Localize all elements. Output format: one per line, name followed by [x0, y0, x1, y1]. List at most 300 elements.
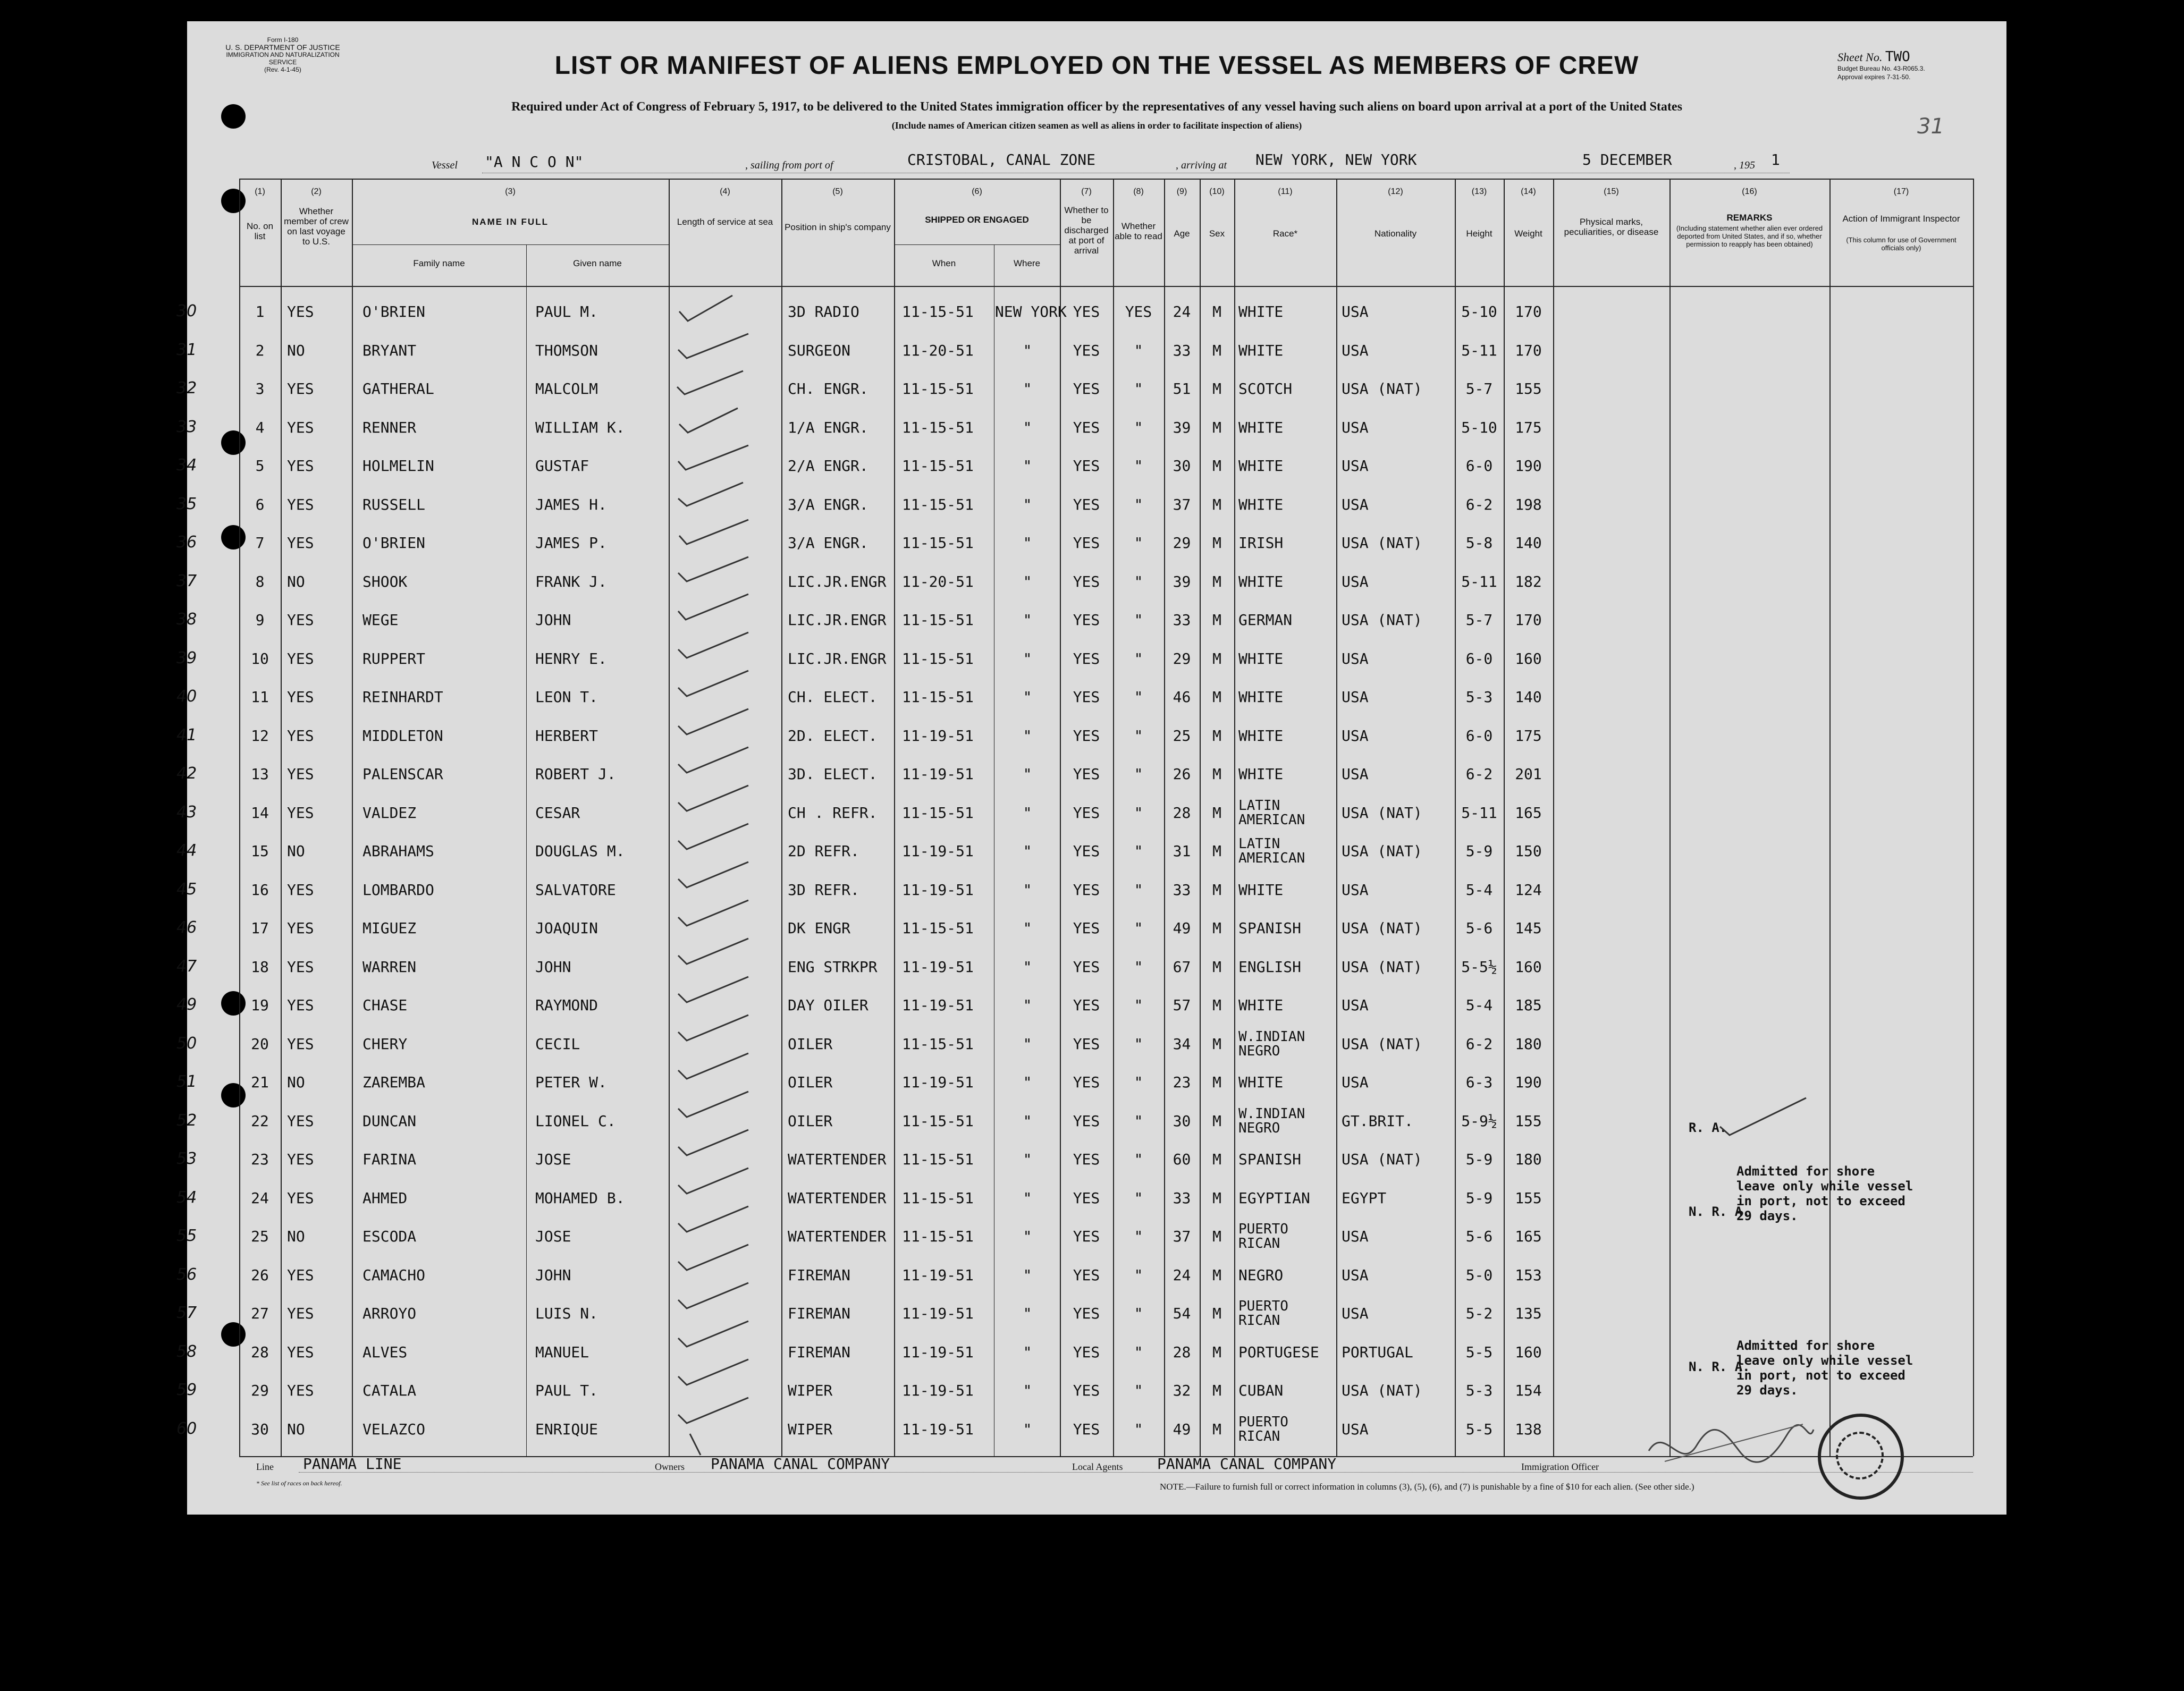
- col-number: (14): [1521, 187, 1536, 196]
- cell-no: 8: [255, 572, 265, 590]
- cell-sex: M: [1212, 1382, 1221, 1399]
- cell-ht: 5-11: [1461, 572, 1497, 590]
- cell-sex: M: [1212, 649, 1221, 667]
- cell-no: 12: [251, 726, 269, 745]
- cell-when: 11-19-51: [902, 1305, 974, 1322]
- cell-sex: M: [1212, 457, 1221, 475]
- outer-line-number: 36: [176, 533, 197, 552]
- cell-ht: 5-11: [1461, 341, 1497, 359]
- cell-ht: 5-10: [1461, 418, 1497, 436]
- cell-nat: USA: [1342, 495, 1369, 513]
- cell-last: YES: [287, 919, 314, 937]
- cell-disch: YES: [1073, 495, 1100, 513]
- cell-position: FIREMAN: [788, 1266, 851, 1284]
- cell-position: LIC.JR.ENGR: [788, 649, 887, 667]
- table-row: [176, 494, 2006, 533]
- cell-read: ": [1134, 572, 1143, 590]
- cell-disch: YES: [1073, 919, 1100, 937]
- cell-race: PUERTO RICAN: [1238, 1298, 1288, 1329]
- col-number: (7): [1081, 187, 1092, 196]
- cell-disch: YES: [1073, 842, 1100, 860]
- cell-last: YES: [287, 649, 314, 667]
- cell-read: ": [1134, 996, 1143, 1014]
- cell-read: ": [1134, 765, 1143, 783]
- cell-where: ": [1023, 418, 1032, 436]
- cell-family: CHERY: [362, 1035, 408, 1053]
- cell-nat: USA: [1342, 996, 1369, 1014]
- cell-family: WARREN: [362, 958, 417, 976]
- cell-last: YES: [287, 380, 314, 398]
- cell-disch: YES: [1073, 1343, 1100, 1361]
- cell-read: ": [1134, 881, 1143, 899]
- cell-given: ROBERT J.: [535, 765, 616, 783]
- cell-nat: USA: [1342, 1420, 1369, 1438]
- cell-age: 32: [1173, 1382, 1191, 1399]
- cell-read: ": [1134, 958, 1143, 976]
- cell-sex: M: [1212, 1305, 1221, 1322]
- cell-age: 37: [1173, 1228, 1191, 1245]
- cell-where: ": [1023, 457, 1032, 475]
- cell-last: YES: [287, 881, 314, 899]
- cell-wt: 175: [1515, 726, 1542, 745]
- cell-nat: USA (NAT): [1342, 842, 1422, 860]
- cell-position: SURGEON: [788, 341, 851, 359]
- cell-race: WHITE: [1238, 996, 1284, 1014]
- header-discharged: Whether to be discharged at port of arrival: [1064, 205, 1109, 256]
- cell-last: YES: [287, 1112, 314, 1130]
- cell-race: WHITE: [1238, 726, 1284, 745]
- outer-line-number: 50: [176, 1034, 197, 1053]
- cell-wt: 145: [1515, 919, 1542, 937]
- cell-nat: USA: [1342, 688, 1369, 706]
- cell-when: 11-15-51: [902, 418, 974, 436]
- cell-ht: 5-4: [1465, 881, 1493, 899]
- cell-disch: YES: [1073, 804, 1100, 822]
- cell-disch: YES: [1073, 341, 1100, 359]
- cell-sex: M: [1212, 1073, 1221, 1091]
- cell-age: 33: [1173, 611, 1191, 629]
- outer-line-number: 49: [176, 995, 197, 1014]
- cell-ht: 5-4: [1465, 996, 1493, 1014]
- cell-position: 2D. ELECT.: [788, 726, 878, 745]
- cell-last: YES: [287, 958, 314, 976]
- cell-where: ": [1023, 1305, 1032, 1322]
- cell-where: ": [1023, 534, 1032, 552]
- cell-sex: M: [1212, 572, 1221, 590]
- header-remarks: REMARKS: [1726, 213, 1773, 223]
- cell-no: 29: [251, 1382, 269, 1399]
- sheet-label: Sheet No.: [1837, 50, 1883, 64]
- cell-age: 37: [1173, 495, 1191, 513]
- col-number: (1): [255, 187, 265, 196]
- cell-ht: 5-2: [1465, 1305, 1493, 1322]
- cell-ht: 6-2: [1465, 765, 1493, 783]
- cell-read: ": [1134, 1382, 1143, 1399]
- sailing-label: , sailing from port of: [745, 159, 833, 171]
- cell-when: 11-15-51: [902, 1112, 974, 1130]
- cell-read: ": [1134, 341, 1143, 359]
- cell-no: 3: [255, 380, 265, 398]
- cell-nat: USA: [1342, 1228, 1369, 1245]
- header-position: Position in ship's company: [785, 222, 891, 232]
- table-row: [176, 340, 2006, 379]
- cell-disch: YES: [1073, 649, 1100, 667]
- cell-wt: 160: [1515, 1343, 1542, 1361]
- cell-position: LIC.JR.ENGR: [788, 611, 887, 629]
- cell-nat: GT.BRIT.: [1342, 1112, 1413, 1130]
- cell-last: YES: [287, 726, 314, 745]
- approval-expires: Approval expires 7-31-50.: [1837, 73, 1911, 81]
- cell-family: ESCODA: [362, 1228, 417, 1245]
- cell-where: ": [1023, 804, 1032, 822]
- remark-check-mark: [1718, 1095, 1808, 1137]
- cell-age: 28: [1173, 804, 1191, 822]
- cell-family: REINHARDT: [362, 688, 443, 706]
- cell-where: ": [1023, 958, 1032, 976]
- cell-where: ": [1023, 996, 1032, 1014]
- cell-given: MANUEL: [535, 1343, 589, 1361]
- outer-line-number: 40: [176, 687, 197, 706]
- cell-disch: YES: [1073, 996, 1100, 1014]
- cell-disch: YES: [1073, 1228, 1100, 1245]
- cell-no: 20: [251, 1035, 269, 1053]
- cell-no: 5: [255, 457, 265, 475]
- cell-position: 1/A ENGR.: [788, 418, 868, 436]
- header-family-name: Family name: [413, 258, 465, 268]
- cell-sex: M: [1212, 1189, 1221, 1207]
- cell-when: 11-19-51: [902, 881, 974, 899]
- outer-line-number: 38: [176, 610, 197, 629]
- table-top-border: [239, 179, 1973, 180]
- year-suffix: 1: [1771, 151, 1780, 168]
- cell-no: 21: [251, 1073, 269, 1091]
- cell-sex: M: [1212, 380, 1221, 398]
- cell-disch: YES: [1073, 726, 1100, 745]
- cell-when: 11-15-51: [902, 649, 974, 667]
- cell-given: MALCOLM: [535, 380, 598, 398]
- cell-given: PAUL M.: [535, 303, 598, 320]
- cell-wt: 140: [1515, 688, 1542, 706]
- cell-nat: PORTUGAL: [1342, 1343, 1413, 1361]
- cell-sex: M: [1212, 1035, 1221, 1053]
- cell-read: ": [1134, 1228, 1143, 1245]
- cell-ht: 5-6: [1465, 1228, 1493, 1245]
- cell-position: 3D RADIO: [788, 303, 859, 320]
- cell-race: WHITE: [1238, 303, 1284, 320]
- cell-nat: USA (NAT): [1342, 1151, 1422, 1168]
- cell-ht: 5-5: [1465, 1420, 1493, 1438]
- outer-line-number: 32: [176, 379, 197, 398]
- cell-when: 11-19-51: [902, 1343, 974, 1361]
- cell-ht: 5-3: [1465, 688, 1493, 706]
- cell-read: ": [1134, 380, 1143, 398]
- cell-last: YES: [287, 1035, 314, 1053]
- cell-ht: 5-10: [1461, 303, 1497, 320]
- cell-nat: USA (NAT): [1342, 380, 1422, 398]
- cell-last: YES: [287, 1189, 314, 1207]
- outer-line-number: 39: [176, 648, 197, 667]
- cell-nat: USA: [1342, 765, 1369, 783]
- header-no-on-list: No. on list: [246, 221, 274, 241]
- page-subtitle: Required under Act of Congress of February 5, 1917, to be delivered to the United States immigration officer by the representatives of any vessel having such aliens on board upon arrival at a port of the United States: [511, 100, 1682, 114]
- cell-last: YES: [287, 1382, 314, 1399]
- cell-disch: YES: [1073, 881, 1100, 899]
- cell-wt: 155: [1515, 380, 1542, 398]
- cell-race: W.INDIAN NEGRO: [1238, 1028, 1305, 1059]
- table-row: [176, 1298, 2006, 1342]
- cell-race: GERMAN: [1238, 611, 1293, 629]
- cell-where: ": [1023, 1228, 1032, 1245]
- cell-position: ENG STRKPR: [788, 958, 878, 976]
- cell-family: PALENSCAR: [362, 765, 443, 783]
- cell-read: ": [1134, 495, 1143, 513]
- col-number: (11): [1278, 187, 1293, 196]
- page-mark: 31: [1917, 114, 1944, 139]
- cell-age: 24: [1173, 1266, 1191, 1284]
- cell-nat: USA (NAT): [1342, 1035, 1422, 1053]
- cell-race: WHITE: [1238, 572, 1284, 590]
- col-number: (4): [720, 187, 730, 196]
- cell-wt: 160: [1515, 958, 1542, 976]
- cell-age: 30: [1173, 1112, 1191, 1130]
- cell-nat: USA: [1342, 572, 1369, 590]
- cell-nat: USA (NAT): [1342, 534, 1422, 552]
- cell-where: ": [1023, 688, 1032, 706]
- length-of-service-check-marks: [669, 286, 781, 1456]
- cell-race: WHITE: [1238, 341, 1284, 359]
- cell-sex: M: [1212, 341, 1221, 359]
- cell-race: CUBAN: [1238, 1382, 1284, 1399]
- header-weight: Weight: [1514, 229, 1542, 239]
- cell-nat: USA: [1342, 649, 1369, 667]
- cell-when: 11-19-51: [902, 726, 974, 745]
- cell-where: ": [1023, 649, 1032, 667]
- cell-where: ": [1023, 1151, 1032, 1168]
- cell-family: WEGE: [362, 611, 399, 629]
- cell-disch: YES: [1073, 572, 1100, 590]
- cell-when: 11-15-51: [902, 1189, 974, 1207]
- table-row: [176, 456, 2006, 494]
- cell-no: 22: [251, 1112, 269, 1130]
- cell-family: RUPPERT: [362, 649, 426, 667]
- cell-ht: 6-0: [1465, 457, 1493, 475]
- cell-position: WIPER: [788, 1420, 833, 1438]
- name-subheader-line: [352, 244, 669, 245]
- cell-last: NO: [287, 341, 305, 359]
- cell-age: 26: [1173, 765, 1191, 783]
- cell-last: YES: [287, 1305, 314, 1322]
- cell-position: FIREMAN: [788, 1305, 851, 1322]
- cell-family: CAMACHO: [362, 1266, 426, 1284]
- table-row: [176, 995, 2006, 1034]
- port-to: NEW YORK, NEW YORK: [1255, 151, 1417, 168]
- cell-given: SALVATORE: [535, 881, 616, 899]
- cell-ht: 5-9: [1465, 1189, 1493, 1207]
- cell-nat: USA: [1342, 726, 1369, 745]
- cell-read: ": [1134, 1073, 1143, 1091]
- cell-when: 11-15-51: [902, 611, 974, 629]
- cell-given: PAUL T.: [535, 1382, 598, 1399]
- cell-race: LATIN AMERICAN: [1238, 836, 1305, 866]
- cell-disch: YES: [1073, 688, 1100, 706]
- cell-no: 18: [251, 958, 269, 976]
- cell-family: ALVES: [362, 1343, 408, 1361]
- cell-when: 11-19-51: [902, 765, 974, 783]
- header-given-name: Given name: [573, 258, 622, 268]
- sheet-value: TWO: [1885, 49, 1910, 65]
- cell-age: 29: [1173, 534, 1191, 552]
- header-age: Age: [1174, 229, 1190, 239]
- outer-line-number: 37: [176, 571, 197, 590]
- cell-last: NO: [287, 572, 305, 590]
- cell-sex: M: [1212, 418, 1221, 436]
- cell-when: 11-15-51: [902, 919, 974, 937]
- cell-when: 11-15-51: [902, 534, 974, 552]
- service: IMMIGRATION AND NATURALIZATION SERVICE: [226, 51, 340, 66]
- cell-family: DUNCAN: [362, 1112, 417, 1130]
- cell-last: YES: [287, 688, 314, 706]
- header-height: Height: [1466, 229, 1492, 239]
- line-value: PANAMA LINE: [303, 1455, 402, 1473]
- cell-age: 23: [1173, 1073, 1191, 1091]
- cell-position: 3/A ENGR.: [788, 534, 868, 552]
- outer-line-number: 31: [176, 340, 197, 359]
- department: U. S. DEPARTMENT OF JUSTICE: [225, 43, 340, 52]
- cell-last: YES: [287, 457, 314, 475]
- cell-when: 11-15-51: [902, 804, 974, 822]
- table-row: [176, 610, 2006, 648]
- arriving-label: , arriving at: [1176, 159, 1227, 171]
- cell-no: 30: [251, 1420, 269, 1438]
- cell-ht: 5-6: [1465, 919, 1493, 937]
- cell-when: 11-19-51: [902, 842, 974, 860]
- outer-line-number: 58: [176, 1342, 197, 1361]
- cell-wt: 154: [1515, 1382, 1542, 1399]
- cell-given: JOSE: [535, 1151, 571, 1168]
- cell-where: ": [1023, 1343, 1032, 1361]
- cell-where: ": [1023, 1112, 1032, 1130]
- outer-line-number: 54: [176, 1188, 197, 1207]
- remark-row-28-note: Admitted for shore leave only while vessel in port, not to exceed 29 days.: [1736, 1338, 1913, 1398]
- col-number: (9): [1176, 187, 1187, 196]
- cell-race: NEGRO: [1238, 1266, 1284, 1284]
- header-inspector-note: (This column for use of Government officials only): [1846, 236, 1957, 252]
- cell-ht: 5-0: [1465, 1266, 1493, 1284]
- cell-wt: 198: [1515, 495, 1542, 513]
- cell-disch: YES: [1073, 1112, 1100, 1130]
- outer-line-number: 43: [176, 802, 197, 822]
- table-row: [176, 648, 2006, 687]
- outer-line-number: 53: [176, 1149, 197, 1168]
- table-row: [176, 1028, 2006, 1072]
- cell-when: 11-15-51: [902, 1151, 974, 1168]
- cell-given: JOHN: [535, 1266, 571, 1284]
- cell-sex: M: [1212, 1343, 1221, 1361]
- cell-family: CHASE: [362, 996, 408, 1014]
- officer-label: Immigration Officer: [1521, 1461, 1599, 1472]
- cell-family: AHMED: [362, 1189, 408, 1207]
- cell-sex: M: [1212, 1151, 1221, 1168]
- col-number: (6): [972, 187, 982, 196]
- inspector-signature: [1643, 1414, 1819, 1477]
- cell-position: WATERTENDER: [788, 1189, 887, 1207]
- cell-family: GATHERAL: [362, 380, 434, 398]
- cell-family: ABRAHAMS: [362, 842, 434, 860]
- cell-given: LIONEL C.: [535, 1112, 616, 1130]
- cell-when: 11-19-51: [902, 996, 974, 1014]
- cell-when: 11-15-51: [902, 1228, 974, 1245]
- table-row: [176, 302, 2006, 340]
- cell-age: 30: [1173, 457, 1191, 475]
- cell-given: JOHN: [535, 958, 571, 976]
- port-from: CRISTOBAL, CANAL ZONE: [907, 151, 1096, 168]
- outer-line-number: 56: [176, 1265, 197, 1284]
- owners-label: Owners: [655, 1461, 685, 1472]
- cell-ht: 6-2: [1465, 1035, 1493, 1053]
- immigration-stamp: [1818, 1414, 1904, 1500]
- cell-when: 11-19-51: [902, 1420, 974, 1438]
- col-number: (8): [1133, 187, 1144, 196]
- penalty-note: NOTE.—Failure to furnish full or correct information in columns (3), (5), (6), and (7) is punishable by a fine of $10 for each alien. (See other side.): [1160, 1482, 1694, 1492]
- cell-read: ": [1134, 842, 1143, 860]
- cell-position: CH. ELECT.: [788, 688, 878, 706]
- cell-sex: M: [1212, 1228, 1221, 1245]
- cell-no: 17: [251, 919, 269, 937]
- races-note: * See list of races on back hereof.: [256, 1479, 342, 1487]
- remark-row-22: R. A.: [1689, 1120, 1727, 1135]
- header-name-in-full: NAME IN FULL: [472, 217, 549, 227]
- cell-given: FRANK J.: [535, 572, 607, 590]
- table-row: [176, 533, 2006, 571]
- table-row: [176, 918, 2006, 957]
- outer-line-number: 47: [176, 957, 197, 976]
- cell-disch: YES: [1073, 418, 1100, 436]
- cell-nat: EGYPT: [1342, 1189, 1387, 1207]
- header-shipped-engaged: SHIPPED OR ENGAGED: [925, 215, 1029, 225]
- cell-last: YES: [287, 1266, 314, 1284]
- cell-where: ": [1023, 1189, 1032, 1207]
- cell-nat: USA: [1342, 457, 1369, 475]
- cell-read: ": [1134, 919, 1143, 937]
- cell-position: 3/A ENGR.: [788, 495, 868, 513]
- cell-sex: M: [1212, 765, 1221, 783]
- cell-age: 31: [1173, 842, 1191, 860]
- cell-read: ": [1134, 688, 1143, 706]
- cell-last: YES: [287, 996, 314, 1014]
- cell-wt: 201: [1515, 765, 1542, 783]
- cell-no: 9: [255, 611, 265, 629]
- cell-ht: 5-3: [1465, 1382, 1493, 1399]
- agents-label: Local Agents: [1072, 1461, 1123, 1472]
- cell-disch: YES: [1073, 457, 1100, 475]
- cell-where: ": [1023, 1266, 1032, 1284]
- cell-position: WATERTENDER: [788, 1228, 887, 1245]
- cell-sex: M: [1212, 842, 1221, 860]
- cell-nat: USA: [1342, 303, 1369, 320]
- header-able-to-read: Whether able to read: [1115, 221, 1162, 241]
- header-where: Where: [1013, 258, 1041, 268]
- remark-row-28-code: N. R. A.: [1689, 1359, 1750, 1374]
- table-row: [176, 1221, 2006, 1265]
- cell-last: YES: [287, 303, 314, 320]
- cell-given: JOSE: [535, 1228, 571, 1245]
- table-row: [176, 1149, 2006, 1188]
- cell-ht: 5-8: [1465, 534, 1493, 552]
- col-number: (12): [1388, 187, 1403, 196]
- cell-no: 7: [255, 534, 265, 552]
- cell-where: ": [1023, 1073, 1032, 1091]
- cell-when: 11-19-51: [902, 1073, 974, 1091]
